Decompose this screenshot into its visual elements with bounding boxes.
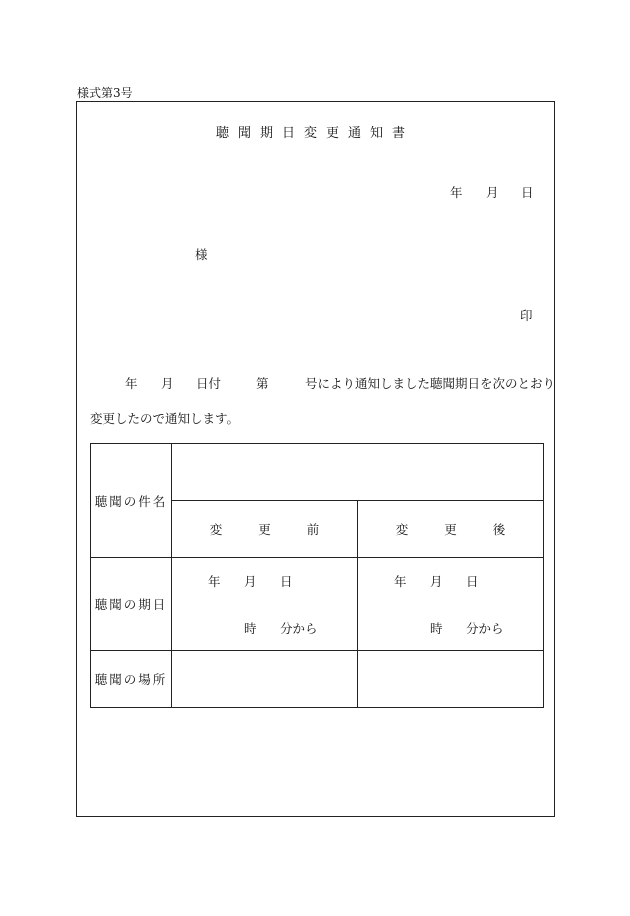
- date-label: 聴聞の期日: [91, 558, 172, 651]
- date-month-label: 月: [486, 185, 499, 200]
- after-place-cell: [358, 651, 544, 708]
- place-label: 聴聞の場所: [91, 651, 172, 708]
- after-date-cell: 年 月 日 時 分から: [358, 558, 544, 651]
- seal-mark: 印: [520, 308, 533, 323]
- before-header: 変 更 前: [172, 501, 358, 558]
- after-header: 変 更 後: [358, 501, 544, 558]
- before-place-cell: [172, 651, 358, 708]
- subject-label: 聴聞の件名: [91, 444, 172, 558]
- body-day-attached: 日付: [196, 376, 222, 391]
- body-number-prefix: 第: [256, 376, 269, 391]
- date-day-label: 日: [521, 185, 534, 200]
- subject-value-cell: [172, 444, 544, 501]
- body-year: 年: [125, 376, 138, 391]
- document-title: 聴聞期日変更通知書: [215, 126, 414, 141]
- before-date-cell: 年 月 日 時 分から: [172, 558, 358, 651]
- notice-table: [90, 443, 544, 708]
- form-number: 様式第3号: [77, 86, 133, 100]
- date-year-label: 年: [450, 185, 463, 200]
- body-text-line2: 変更したので通知します。: [90, 411, 240, 426]
- body-text: 号により通知しました聴聞期日を次のとおり: [305, 376, 556, 391]
- body-month: 月: [161, 376, 174, 391]
- recipient-suffix: 様: [195, 247, 208, 262]
